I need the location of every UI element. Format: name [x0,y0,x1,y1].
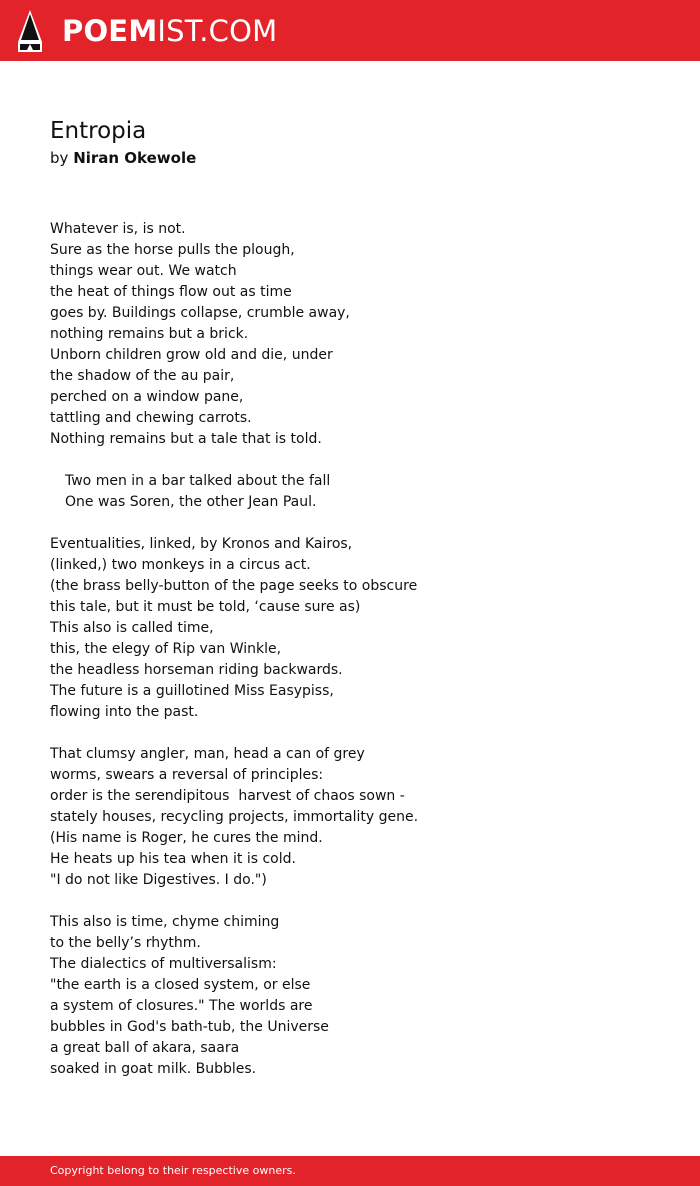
poem-line: order is the serendipitous harvest of chaos sown - [50,788,405,804]
poem-line: Sure as the horse pulls the plough, [50,242,295,258]
poem-line: bubbles in God's bath-tub, the Universe [50,1019,329,1035]
poem-line: goes by. Buildings collapse, crumble away, [50,305,350,321]
poem-stanza [50,912,650,1080]
poem-line: This also is called time, [50,620,214,636]
site-header [0,0,700,61]
poem-line: (His name is Roger, he cures the mind. [50,830,323,846]
poem-line: perched on a window pane, [50,389,244,405]
author-name: Niran Okewole [73,149,197,167]
poem-stanza [50,744,650,891]
poem-line: He heats up his tea when it is cold. [50,851,296,867]
poem-line: Whatever is, is not. [50,221,186,237]
poem-line: a system of closures." The worlds are [50,998,313,1014]
poem-line: Two men in a bar talked about the fall [65,473,331,489]
poem-line: the headless horseman riding backwards. [50,662,343,678]
poem-line: a great ball of akara, saara [50,1040,240,1056]
poem-line: Nothing remains but a tale that is told. [50,431,322,447]
poem-line: this, the elegy of Rip van Winkle, [50,641,282,657]
poem-title: Entropia [50,118,147,144]
poem-line: The dialectics of multiversalism: [50,956,277,972]
poem-line: nothing remains but a brick. [50,326,249,342]
poem-line: This also is time, chyme chiming [50,914,280,930]
poem-stanza [50,471,650,513]
site-footer [0,1156,700,1186]
poem-line: (the brass belly-button of the page seeks to obscure [50,578,418,594]
poem-body [50,219,650,1101]
brand-rest: IST.COM [157,14,278,48]
poem-line: worms, swears a reversal of principles: [50,767,324,783]
pencil-tip-icon[interactable] [18,10,42,52]
by-label: by [50,149,69,167]
poem-line: The future is a guillotined Miss Easypiss, [50,683,334,699]
poem-stanza [50,219,650,450]
copyright-text: Copyright belong to their respective owners. [50,1164,296,1177]
poem-line: "I do not like Digestives. I do.") [50,872,267,888]
poem-line: this tale, but it must be told, ‘cause sure as) [50,599,361,615]
byline [50,148,196,169]
poem-line: to the belly’s rhythm. [50,935,201,951]
site-logo-link[interactable] [62,13,277,49]
poem-line: soaked in goat milk. Bubbles. [50,1061,257,1077]
poem-line: That clumsy angler, man, head a can of grey [50,746,365,762]
poem-line: the heat of things flow out as time [50,284,292,300]
poem-stanza [50,534,650,723]
poem-line: flowing into the past. [50,704,199,720]
poem-line: tattling and chewing carrots. [50,410,252,426]
poem-line: (linked,) two monkeys in a circus act. [50,557,311,573]
poem-line: Eventualities, linked, by Kronos and Kairos, [50,536,353,552]
poem-line: stately houses, recycling projects, immortality gene. [50,809,419,825]
poem-line: "the earth is a closed system, or else [50,977,311,993]
poem-line: things wear out. We watch [50,263,237,279]
poem-line: One was Soren, the other Jean Paul. [65,494,317,510]
poem-line: Unborn children grow old and die, under [50,347,333,363]
brand-bold: POEM [62,14,158,48]
poem-line: the shadow of the au pair, [50,368,235,384]
